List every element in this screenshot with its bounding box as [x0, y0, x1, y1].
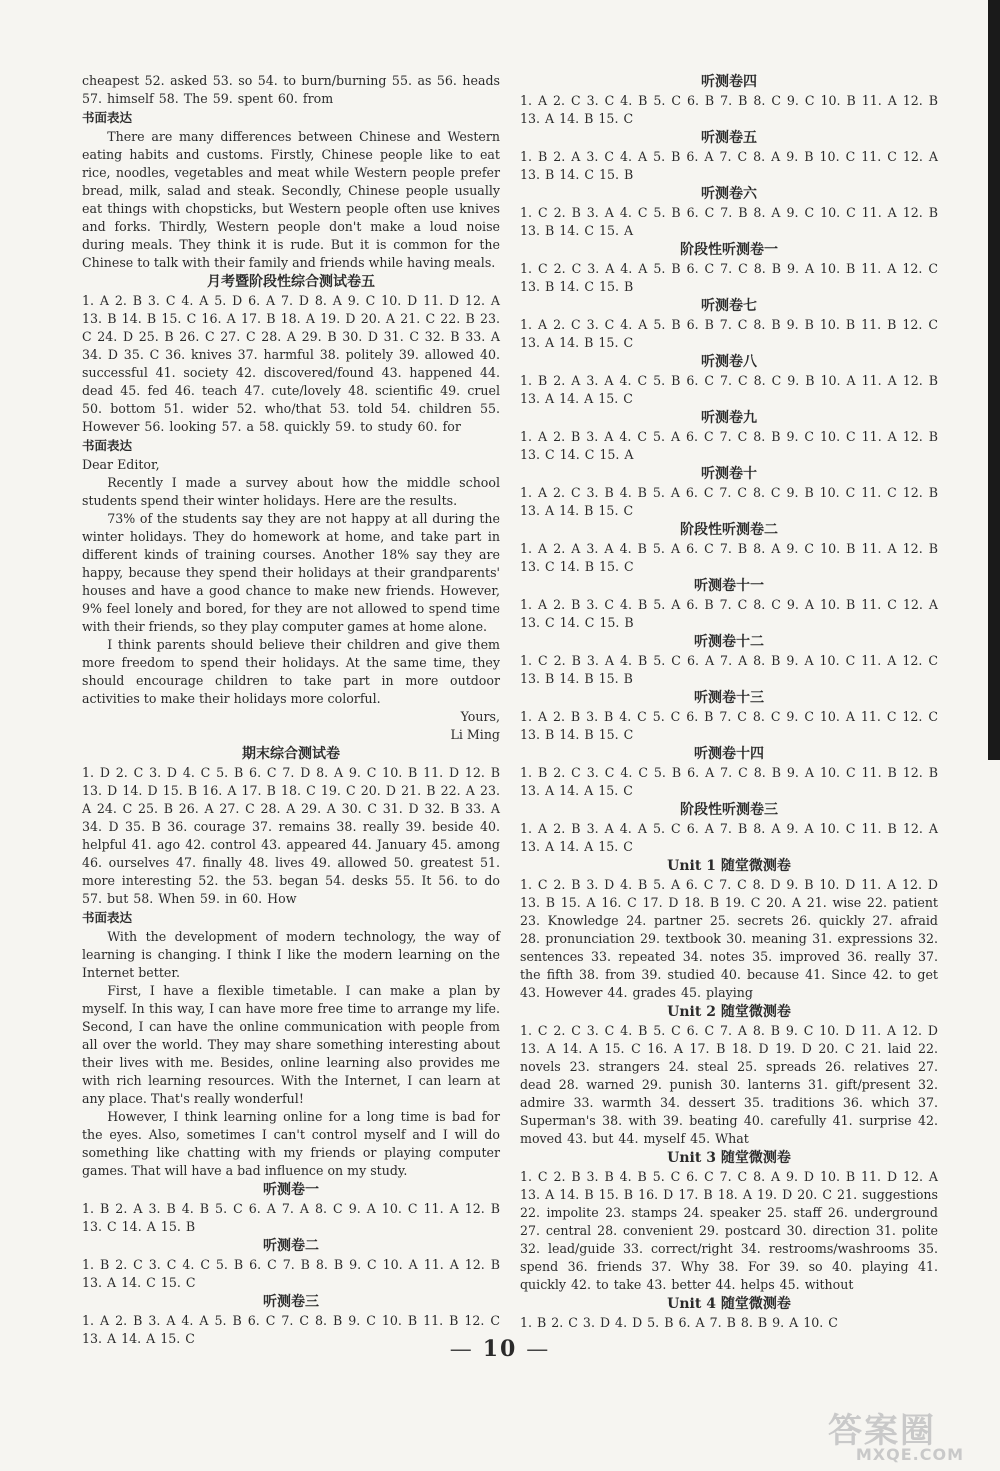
right-column: [520, 72, 938, 1332]
section-title-test5: 月考暨阶段性综合测试卷五: [207, 274, 375, 290]
answers-test5: 1. A 2. B 3. C 4. A 5. D 6. A 7. D 8. A 9. C 10. D 11. D 12. A 13. B 14. B 15. C 16. A 17. B 18. A 19. D 20. A 21. C 22. B 23. C 24. D 25. B 26. C 27. C 28. A 29. B 30. D 31. C 32. B 33. A 34. D 35. C 36. knives 37. harmful 38. politely 39. allowed 40. successful 41. society 42. discovered/found 43. happened 44. dead 45. fed 46. teach 47. cute/lovely 48. scientific 49. cruel 50. bottom 51. wider 52. who/that 53. told 54. children 55. However 56. looking 57. a 58. quickly 59. to study 60. for: [82, 293, 500, 434]
section-title-unit-1: Unit 1 随堂微测卷: [667, 858, 791, 874]
writing-heading-3: 书面表达: [82, 910, 133, 925]
letter-paragraph-3: I think parents should believe their children and give them more freedom to spend their holidays. At the same time, they should encourage children to take part in more outdoor activities to make their holidays more colorful.: [82, 637, 500, 706]
answers-listening-8: 1. B 2. A 3. A 4. C 5. B 6. C 7. C 8. C 9. B 10. A 11. A 12. B 13. A 14. A 15. C: [520, 373, 938, 406]
essay-paragraph: There are many differences between Chinese and Western eating habits and customs. Firstly, Chinese people like to eat rice, noodles, vegetables and meat while Western people prefer bread, milk, salad and steak. Secondly, Chinese people usually eat things with chopsticks, but Western people often use knives and forks. Thirdly, Western people don't make a loud noise during meals. They think it is rude. But it is common for the Chinese to talk with their family and friends while having meals.: [82, 129, 500, 270]
answers-listening-13: 1. A 2. B 3. B 4. C 5. C 6. B 7. C 8. C 9. C 10. A 11. C 12. C 13. B 14. B 15. C: [520, 709, 938, 742]
answers-listening-1: 1. B 2. A 3. B 4. B 5. C 6. A 7. A 8. C 9. A 10. C 11. A 12. B 13. C 14. A 15. B: [82, 1201, 500, 1234]
section-title-listening-1: 听测卷一: [263, 1182, 319, 1198]
section-title-listening-7: 听测卷七: [701, 298, 757, 314]
page-edge-bar: [988, 0, 1000, 760]
section-title-stage-listening-1: 阶段性听测卷一: [680, 242, 778, 258]
writing-heading-1: 书面表达: [82, 110, 133, 125]
section-title-listening-5: 听测卷五: [701, 130, 757, 146]
answers-stage-listening-3: 1. A 2. B 3. A 4. A 5. C 6. A 7. B 8. A 9. A 10. C 11. B 12. A 13. A 14. A 15. C: [520, 821, 938, 854]
answers-unit-3: 1. C 2. B 3. B 4. B 5. C 6. C 7. C 8. A 9. D 10. B 11. D 12. A 13. A 14. B 15. B 16. D 17. B 18. A 19. D 20. C 21. suggestions 22. impolite 23. stamps 24. speaker 25. staff 26. underground 27. central 28. convenient 29. postcard 30. direction 31. polite 32. lead/guide 33. correct/right 34. restrooms/washrooms 35. spend 36. friends 37. Why 38. For 39. so 40. playing 41. quickly 42. to take 43. better 44. helps 45. without: [520, 1169, 938, 1292]
section-title-final: 期末综合测试卷: [242, 746, 340, 762]
section-title-listening-8: 听测卷八: [701, 354, 757, 370]
essay-paragraph-1: With the development of modern technology, the way of learning is changing. I think I like the modern learning on the Internet better.: [82, 929, 500, 980]
section-title-stage-listening-3: 阶段性听测卷三: [680, 802, 778, 818]
section-title-listening-6: 听测卷六: [701, 186, 757, 202]
writing-heading-2: 书面表达: [82, 438, 133, 453]
essay-paragraph-2: First, I have a flexible timetable. I can make a plan by myself. In this way, I can have more free time to arrange my life. Second, I can have the online communication with people from all over the world. They may share something interesting about their lives with me. Besides, online learning also provides me with rich learning resources. With the Internet, I can learn at any place. That's really wonderful!: [82, 983, 500, 1106]
answers-listening-14: 1. B 2. C 3. C 4. C 5. B 6. A 7. C 8. B 9. A 10. C 11. B 12. B 13. A 14. A 15. C: [520, 765, 938, 798]
answers-listening-10: 1. A 2. C 3. B 4. B 5. A 6. C 7. C 8. C 9. B 10. C 11. C 12. B 13. A 14. B 15. C: [520, 485, 938, 518]
answers-stage-listening-1: 1. C 2. C 3. A 4. A 5. B 6. C 7. C 8. B 9. A 10. B 11. A 12. C 13. B 14. C 15. B: [520, 261, 938, 294]
section-title-listening-4: 听测卷四: [701, 74, 757, 90]
letter-greeting: Dear Editor,: [82, 457, 160, 472]
essay-eating-habits: [82, 128, 500, 272]
page-number-value: 10: [482, 1336, 518, 1362]
site-watermark-logo: [782, 1396, 982, 1464]
section-title-listening-10: 听测卷十: [701, 466, 757, 482]
watermark-en-text: MXQE.COM: [855, 1445, 964, 1464]
answers-listening-7: 1. A 2. C 3. C 4. A 5. B 6. B 7. C 8. B 9. B 10. B 11. B 12. C 13. A 14. B 15. C: [520, 317, 938, 350]
section-title-listening-2: 听测卷二: [263, 1238, 319, 1254]
letter-signature: Li Ming: [450, 727, 500, 742]
left-column: [82, 72, 500, 1348]
letter-paragraph-1: Recently I made a survey about how the middle school students spend their winter holidays. Here are the results.: [82, 475, 500, 508]
answers-unit-2: 1. C 2. C 3. C 4. B 5. C 6. C 7. A 8. B 9. C 10. D 11. A 12. D 13. A 14. A 15. C 16. A 17. B 18. D 19. D 20. C 21. laid 22. novels 23. strangers 24. steal 25. spreads 26. relatives 27. dead 28. warned 29. punish 30. lanterns 31. gift/present 32. admire 33. warmth 34. dessert 35. traditions 36. which 37. Superman's 38. with 39. beating 40. carefully 41. surprise 42. moved 43. but 44. myself 45. What: [520, 1023, 938, 1146]
answers-unit-4: 1. B 2. C 3. D 4. D 5. B 6. A 7. B 8. B 9. A 10. C: [520, 1315, 838, 1330]
essay-paragraph-3: However, I think learning online for a long time is bad for the eyes. Also, sometimes I can't control myself and I will do something like chatting with my friends or playing computer games. That will have a bad influence on my study.: [82, 1109, 500, 1178]
page-number: — 10 —: [449, 1336, 551, 1362]
section-title-unit-4: Unit 4 随堂微测卷: [667, 1296, 791, 1312]
section-title-listening-9: 听测卷九: [701, 410, 757, 426]
answers-final: 1. D 2. C 3. D 4. C 5. B 6. C 7. D 8. A 9. C 10. B 11. D 12. B 13. D 14. D 15. B 16. A 17. B 18. C 19. C 20. D 21. B 22. A 23. A 24. C 25. B 26. A 27. C 28. A 29. A 30. C 31. D 32. B 33. A 34. D 35. B 36. courage 37. remains 38. really 39. beside 40. helpful 41. ago 42. control 43. appeared 44. January 45. among 46. ourselves 47. finally 48. lives 49. allowed 50. greatest 51. more interesting 52. the 53. began 54. desks 55. It 56. to do 57. but 58. When 59. in 60. How: [82, 765, 500, 906]
section-title-stage-listening-2: 阶段性听测卷二: [680, 522, 778, 538]
section-title-listening-12: 听测卷十二: [694, 634, 764, 650]
answers-listening-4: 1. A 2. C 3. C 4. B 5. C 6. B 7. B 8. C 9. C 10. B 11. A 12. B 13. A 14. B 15. C: [520, 93, 938, 126]
answers-unit-1: 1. C 2. B 3. D 4. B 5. A 6. C 7. C 8. D 9. B 10. D 11. A 12. D 13. B 15. A 16. C 17. D 18. B 19. C 20. A 21. wise 22. patient 23. Knowledge 24. partner 25. secrets 26. quickly 27. afraid 28. pronunciation 29. textbook 30. meaning 31. expressions 32. sentences 33. repeated 34. notes 35. improved 36. really 37. the fifth 38. from 39. studied 40. because 41. Since 42. to get 43. However 44. grades 45. playing: [520, 877, 938, 1000]
section-title-listening-14: 听测卷十四: [694, 746, 764, 762]
section-title-listening-13: 听测卷十三: [694, 690, 764, 706]
answers-listening-11: 1. A 2. B 3. C 4. B 5. A 6. B 7. C 8. C 9. A 10. B 11. C 12. A 13. C 14. C 15. B: [520, 597, 938, 630]
section-title-unit-3: Unit 3 随堂微测卷: [667, 1150, 791, 1166]
answers-listening-9: 1. A 2. B 3. A 4. C 5. A 6. C 7. C 8. B 9. C 10. C 11. A 12. B 13. C 14. C 15. A: [520, 429, 938, 462]
letter-winter-holidays: [82, 456, 500, 744]
answer-line-top: cheapest 52. asked 53. so 54. to burn/burning 55. as 56. heads 57. himself 58. The 59. spent 60. from: [82, 73, 500, 106]
answers-listening-6: 1. C 2. B 3. A 4. C 5. B 6. C 7. B 8. A 9. C 10. C 11. A 12. B 13. B 14. C 15. A: [520, 205, 938, 238]
section-title-listening-11: 听测卷十一: [694, 578, 764, 594]
letter-closing: Yours,: [460, 709, 500, 724]
watermark-cn-text: 答案圈: [828, 1410, 936, 1451]
answers-listening-3: 1. A 2. B 3. A 4. A 5. B 6. C 7. C 8. B 9. C 10. B 11. B 12. C 13. A 14. A 15. C: [82, 1313, 500, 1346]
section-title-listening-3: 听测卷三: [263, 1294, 319, 1310]
section-title-unit-2: Unit 2 随堂微测卷: [667, 1004, 791, 1020]
answers-listening-5: 1. B 2. A 3. C 4. A 5. B 6. A 7. C 8. A 9. B 10. C 11. C 12. A 13. B 14. C 15. B: [520, 149, 938, 182]
answers-stage-listening-2: 1. A 2. A 3. A 4. B 5. A 6. C 7. B 8. A 9. C 10. B 11. A 12. B 13. C 14. B 15. C: [520, 541, 938, 574]
answers-listening-2: 1. B 2. C 3. C 4. C 5. B 6. C 7. B 8. B 9. C 10. A 11. A 12. B 13. A 14. C 15. C: [82, 1257, 500, 1290]
letter-paragraph-2: 73% of the students say they are not happy at all during the winter holidays. They do homework at home, and take part in different kinds of training courses. Another 18% say they are happy, because they spend their holidays at their grandparents' houses and have a good chance to make new friends. However, 9% feel lonely and bored, for they are not allowed to spend time with their friends, so they play computer games at home alone.: [82, 511, 500, 634]
essay-online-learning: [82, 928, 500, 1180]
answers-listening-12: 1. C 2. B 3. A 4. B 5. C 6. A 7. A 8. B 9. A 10. C 11. A 12. C 13. B 14. B 15. B: [520, 653, 938, 686]
